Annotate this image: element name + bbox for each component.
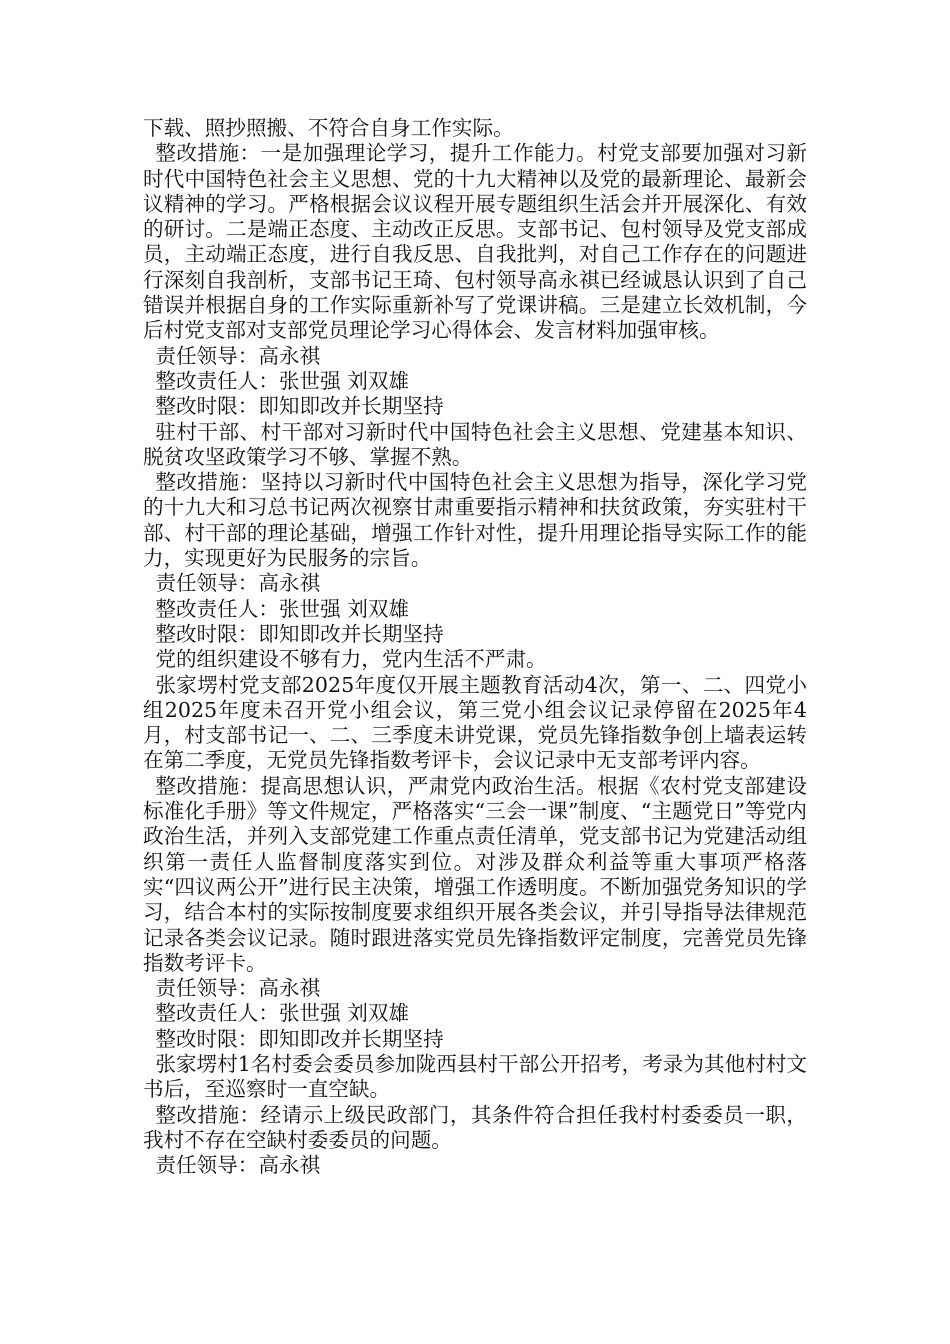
paragraph-measures-3: 整改措施：提高思想认识，严肃党内政治生活。根据《农村党支部建设标准化手册》等文件规定，严格落实“三会一课”制度、“主题党日”等党内政治生活，并列入支部党建工作重点责任清单，党支部书记为党建活动组织第一责任人监督制度落实到位。对涉及群众利益等重大事项严格落实“四议两公开”进行民主决策，增强工作透明度。不断加强党务知识的学习，结合本村的实际按制度要求组织开展各类会议，并引导指导法律规范记录各类会议记录。随时跟进落实党员先锋指数评定制度，完善党员先锋指数考评卡。 xyxy=(143,773,808,975)
paragraph-issue-4: 张家塄村1名村委会委员参加陇西县村干部公开招考，考录为其他村村文书后，至巡察时一直空缺。 xyxy=(143,1051,807,1102)
paragraph-responsible-3: 整改责任人：张世强 刘双雄 xyxy=(155,1001,410,1026)
paragraph-measures-1: 整改措施：一是加强理论学习，提升工作能力。村党支部要加强对习新时代中国特色社会主义思想、党的十九大精神以及党的最新理论、最新会议精神的学习。严格根据会议议程开展专题组织生活会并开展深化、有效的研讨。二是端正态度、主动改正反思。支部书记、包村领导及党支部成员，主动端正态度，进行自我反思、自我批判，对自己工作存在的问题进行深刻自我剖析，支部书记王琦、包村领导高永祺已经诚恳认识到了自己错误并根据自身的工作实际重新补写了党课讲稿。三是建立长效机制，今后村党支部对支部党员理论学习心得体会、发言材料加强审核。 xyxy=(143,141,807,343)
paragraph-measures-4: 整改措施：经请示上级民政部门，其条件符合担任我村村委委员一职，我村不存在空缺村委委员的问题。 xyxy=(143,1102,807,1152)
paragraph-deadline-2: 整改时限：即知即改并长期坚持 xyxy=(155,621,444,646)
paragraph-issue-2: 驻村干部、村干部对习新时代中国特色社会主义思想、党建基本知识、脱贫攻坚政策学习不够、掌握不熟。 xyxy=(143,419,807,469)
paragraph-issue-3-heading: 党的组织建设不够有力，党内生活不严肃。 xyxy=(155,647,547,672)
paragraph-leader-3: 责任领导：高永祺 xyxy=(155,976,321,1001)
paragraph-leader-4: 责任领导：高永祺 xyxy=(155,1153,321,1178)
document-body xyxy=(143,116,807,1178)
paragraph-leader-1: 责任领导：高永祺 xyxy=(155,343,321,368)
paragraph-responsible-2: 整改责任人：张世强 刘双雄 xyxy=(155,596,410,621)
paragraph-leader-2: 责任领导：高永祺 xyxy=(155,571,321,596)
paragraph-deadline-1: 整改时限：即知即改并长期坚持 xyxy=(155,394,444,419)
paragraph-measures-2: 整改措施：坚持以习新时代中国特色社会主义思想为指导，深化学习党的十九大和习总书记两次视察甘肃重要指示精神和扶贫政策，夯实驻村干部、村干部的理论基础，增强工作针对性，提升用理论指导实际工作的能力，实现更好为民服务的宗旨。 xyxy=(143,470,807,571)
paragraph-issue-3-detail: 张家塄村党支部2025年度仅开展主题教育活动4次，第一、二、四党小组2025年度未召开党小组会议，第三党小组会议记录停留在2025年4月，村支部书记一、二、三季度未讲党课，党员先锋指数争创上墙表运转在第二季度，无党员先锋指数考评卡，会议记录中无支部考评内容。 xyxy=(143,672,807,773)
paragraph-responsible-1: 整改责任人：张世强 刘双雄 xyxy=(155,368,410,393)
paragraph-deadline-3: 整改时限：即知即改并长期坚持 xyxy=(155,1026,444,1051)
paragraph-continuation: 下载、照抄照搬、不符合自身工作实际。 xyxy=(143,116,514,140)
